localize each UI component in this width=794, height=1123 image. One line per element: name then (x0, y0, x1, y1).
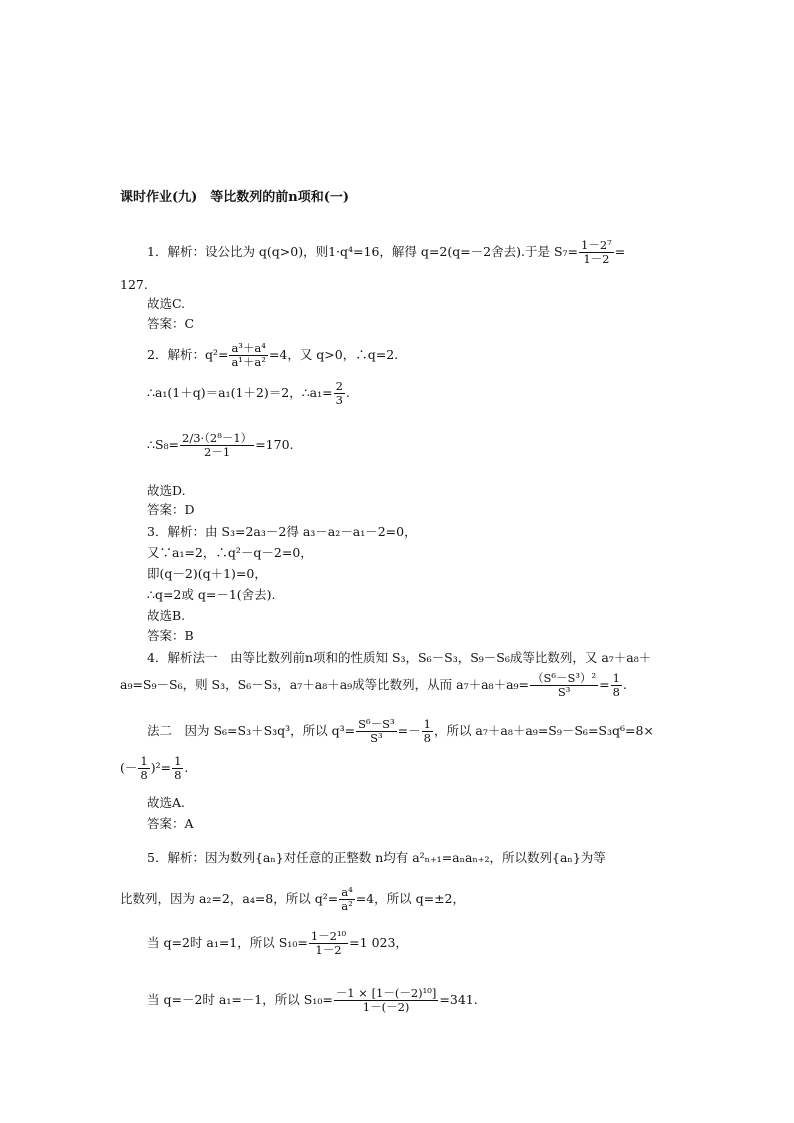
fraction: $\frac{1}{8}$ (174, 754, 182, 782)
p4-line-1: 4．解析法一 由等比数列前n项和的性质知 S₃，S₆－S₃，S₉－S₆成等比数列，又 a₇＋a₈＋ (147, 650, 652, 665)
p2-line-3: ∴S₈= $\frac{\text{2/3·（2⁸－1）}}{2-1}$ =170. (147, 431, 294, 459)
p3-line-4: ∴q=2或 q=－1(舍去). (147, 587, 276, 602)
p5-line-3: 当 q=2时 a₁=1，所以 S₁₀= $\frac{\text{1－2¹⁰}}{1-2}$ =1 023， (147, 929, 408, 957)
p4-line-5: 故选A. (147, 795, 186, 810)
p1-answer: 答案：C (147, 316, 195, 331)
fraction: $\frac{\text{1－2¹⁰}}{1-2}$ (310, 929, 347, 957)
p3-line-5: 故选B. (147, 608, 186, 623)
p5-line-4: 当 q=－2时 a₁=－1，所以 S₁₀= $\frac{\text{－1 × [1－(－2)¹⁰]}}{1-(-2)}$ =341. (147, 986, 478, 1014)
fraction: $\frac{1}{8}$ (612, 671, 620, 699)
p5-line-2: 比数列，因为 a₂=2，a₄=8，所以 q²= $\frac{\text{a⁴}}{\text{a²}}$ =4，所以 q=±2， (120, 885, 465, 913)
p2-line-1: 2．解析：q²= $\frac{\text{a³＋a⁴}}{\text{a¹＋a²}}$ =4，又 q>0，∴q=2. (147, 341, 399, 369)
p5-line-1: 5．解析：因为数列{aₙ}对任意的正整数 n均有 a²ₙ₊₁=aₙaₙ₊₂，所以数列{aₙ}为等 (147, 850, 606, 865)
fraction: $\frac{\text{S⁶－S³}}{\text{S³}}$ (358, 717, 395, 745)
p4-line-3: 法二 因为 S₆=S₃＋S₃q³，所以 q³= $\frac{\text{S⁶－S³}}{\text{S³}}$ =－ $\frac{1}{8}$ ，所以 a₇＋a₈＋a₉=S₉－S₆=S₃q⁶=8× (147, 717, 654, 745)
p3-line-2: 又∵a₁=2，∴q²－q－2=0， (147, 545, 313, 560)
p2-answer: 答案：D (147, 502, 195, 517)
p1-line-2: 127. (120, 277, 148, 292)
p2-line-4: 故选D. (147, 483, 186, 498)
p1-line-1: 1．解析：设公比为 q(q>0)，则1·q⁴=16，解得 q=2(q=－2舍去).于是 S₇= $\frac{\text{1－2⁷}}{1-2}$ = (147, 238, 626, 266)
p1-line-3: 故选C. (147, 296, 186, 311)
fraction: $\frac{\text{－1 × [1－(－2)¹⁰]}}{1-(-2)}$ (335, 986, 437, 1014)
p3-line-3: 即(q－2)(q＋1)=0， (147, 566, 267, 581)
p4-line-4: (－ $\frac{1}{8}$ )²= $\frac{1}{8}$ . (120, 754, 189, 782)
fraction: $\frac{\text{a⁴}}{\text{a²}}$ (341, 885, 353, 913)
fraction: $\frac{\text{（S⁶－S³）²}}{\text{S³}}$ (532, 671, 597, 699)
fraction: $\frac{\text{1－2⁷}}{1-2}$ (581, 238, 612, 266)
p3-line-1: 3．解析：由 S₃=2a₃－2得 a₃－a₂－a₁－2=0， (147, 524, 417, 539)
fraction: $\frac{1}{8}$ (140, 754, 148, 782)
p4-answer: 答案：A (147, 816, 194, 831)
p4-line-2: a₉=S₉－S₆，则 S₃，S₆－S₃，a₇＋a₈＋a₉成等比数列，从而 a₇＋a₈＋a₉= $\frac{\text{（S⁶－S³）²}}{\text{S³}}$ = $\frac{1}{8}$ . (120, 671, 627, 699)
fraction: $\frac{2}{3}$ (335, 379, 343, 407)
fraction: $\frac{1}{8}$ (423, 717, 431, 745)
page-title: 课时作业(九) 等比数列的前n项和(一) (120, 190, 350, 205)
p3-answer: 答案：B (147, 628, 194, 643)
fraction: $\frac{\text{a³＋a⁴}}{\text{a¹＋a²}}$ (231, 341, 266, 369)
fraction: $\frac{\text{2/3·（2⁸－1）}}{2-1}$ (182, 431, 253, 459)
p2-line-2: ∴a₁(1＋q)＝a₁(1＋2)＝2，∴a₁= $\frac{2}{3}$ . (147, 379, 350, 407)
